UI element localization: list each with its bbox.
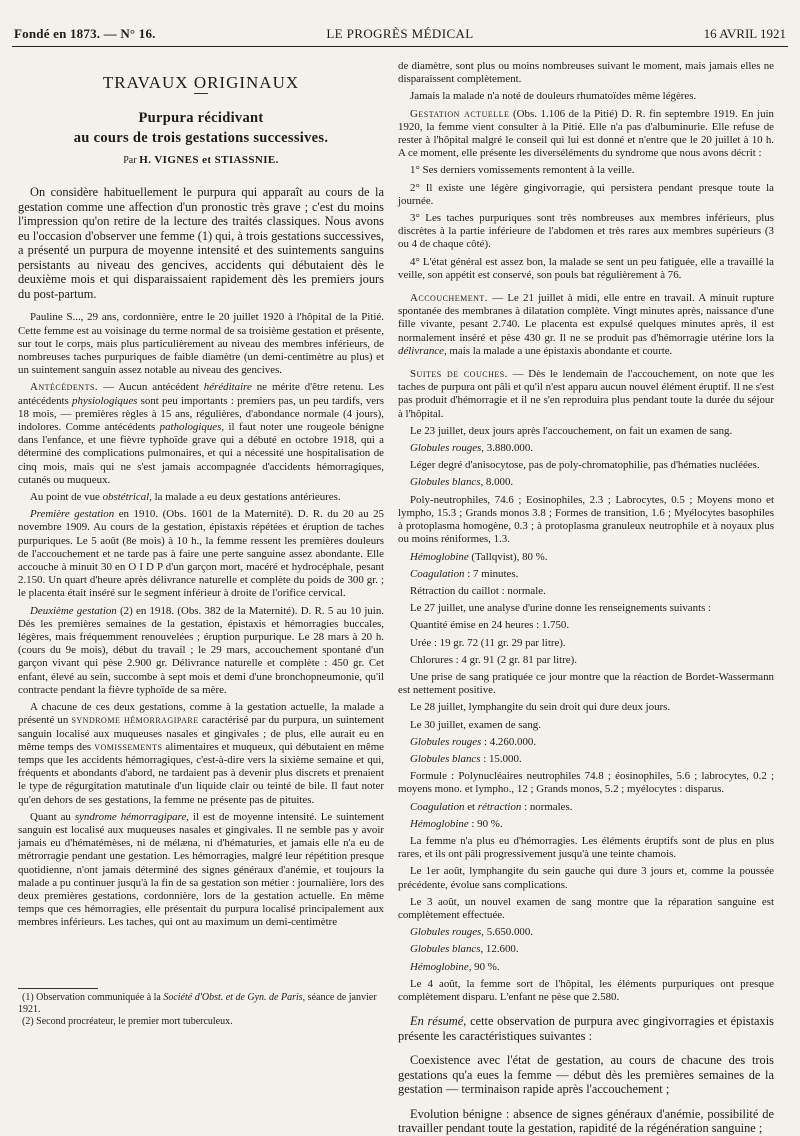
rheumatic-note: Jamais la malade n'a noté de douleurs rhumatoïdes même légères. bbox=[410, 90, 697, 103]
article-title bbox=[18, 108, 384, 148]
white-cells-3: Globules blancs, 12.600. bbox=[410, 943, 519, 956]
second-gestation: Deuxième gestation (2) en 1918. (Obs. 382 de la Maternité). D. R. 5 au 10 juin. Dès les premières semaines de la gestation, épistaxis et hémorragies buccales, légères, mais fréquemment renouvelées ; éruption purpurique. Le 28 mars à 20 h. (cours du 9e mois), début du travail ; le 29 mars, accouchement spontané d'un garçon vivant qui pèse 2.900 gr. Délivrance naturelle et complète : 450 gr. Cet enfant, élevé au sein, succombe à sept mois et demi d'une bronchopneumonie, qu'il contracte pendant la fièvre typhoïde de sa mère. bbox=[18, 604, 384, 696]
urine-quantity: Quantité émise en 24 heures : 1.750. bbox=[410, 619, 570, 632]
summary-point-2: Evolution bénigne : absence de signes généraux d'anémie, possibilité de travailler pendant toute la gestation, rapidité de la régénération sanguine ; bbox=[398, 1106, 774, 1136]
syndrome-paragraph: A chacune de ces deux gestations, comme à la gestation actuelle, la malade a présenté un syndrome hémorragipare caractérisé par du purpura, un suintement sanguin localisé aux muqueuses nasales et gingivales ; de plus, elle aurait eu en même temps des vomissements alimentaires et muqueux, qui débutaient en même temps que les accidents hémorragiques, c'est-à-dire vers la sixième semaine et qui, fréquents et abondants d'abord, ne tardaient pas à devenir plus discrets et prenaient le type de régurgitation matutinale d'un liquide clair ou teinté de bile. Il faut noter qu'en dehors de ses gestations, la femme ne présente pas de pituites. bbox=[18, 701, 385, 806]
footnote-2: (2) Second procréateur, le premier mort tuberculeux. bbox=[22, 1016, 233, 1027]
finding-3: 3° Les taches purpuriques sont très nombreuses aux membres inférieurs, plus discrètes à la partie inférieure de l'abdomen et très rares aux membres supérieurs (3 ou 4 de chaque côté). bbox=[398, 212, 774, 251]
postpartum-paragraph: Suites de couches. — Dès le lendemain de l'accouchement, on note que les taches de purpura ont pâli et qu'il n'est apparu aucun nouvel élément éruptif. Il ne s'est pas produit d'hémorragie et il ne s'en reproduira plus pendant toute la durée du séjour à l'hôpital. bbox=[398, 368, 774, 420]
urine-analysis: Le 27 juillet, une analyse d'urine donne les renseignements suivants : bbox=[410, 602, 712, 615]
issue-date: 16 AVRIL 1921 bbox=[703, 26, 786, 41]
footnote-1: (1) Observation communiquée à la Société d'Obst. et de Gyn. de Paris, séance de janvier 1921. bbox=[18, 992, 377, 1015]
patient-intro: Pauline S..., 29 ans, cordonnière, entre le 20 juillet 1920 à l'hôpital de la Pitié. Cette femme est au voisinage du terme normal de sa troisième gestation et présente, sur tout le corps, mais plus particulièrement au niveau des membres inférieurs, de nombreuses taches purpuriques de faible diamètre (un demi-centimètre au plus) et un suintement sanguin assez notable au niveau des gencives. bbox=[18, 311, 384, 377]
urine-chlorides: Chlorures : 4 gr. 91 (2 gr. 81 par litre). bbox=[410, 653, 577, 666]
red-cells-3: Globules rouges, 5.650.000. bbox=[410, 926, 534, 939]
hemoglobin-3: Hémoglobine, 90 %. bbox=[410, 960, 500, 973]
left-column bbox=[18, 60, 384, 1057]
finding-2: 2° Il existe une légère gingivorragie, qui persistera pendant presque toute la journée. bbox=[398, 181, 774, 207]
hemoglobin-2: Hémoglobine : 90 %. bbox=[410, 817, 503, 830]
obstetric-paragraph: Au point de vue obstétrical, la malade a eu deux gestations antérieures. bbox=[30, 491, 341, 504]
formula-1: Poly-neutrophiles, 74.6 ; Eosinophiles, 2.3 ; Labrocytes, 0.5 ; Moyens mono et lympho, 15.3 ; Grands monos 3.8 ; Formes de transition, 1.6 ; Myélocytes basophiles à protoplasma homogène, 0.3 ; à protoplasma granuleux neutrophile et à noyaux plus ou moins réniformes, 1.3. bbox=[398, 493, 774, 546]
lymphangitis-2: Le 1er août, lymphangite du sein gauche qui dure 3 jours et, comme la poussée précédente, évolue sans complications. bbox=[398, 865, 774, 891]
finding-4: 4° L'état général est assez bon, la malade se sent un peu fatiguée, elle a travaillé la veille, son appétit est conservé, son pouls bat régulièrement à 76. bbox=[398, 255, 774, 281]
first-gestation: Première gestation en 1910. (Obs. 1601 de la Maternité). D. R. du 20 au 25 novembre 1909. Au cours de la gestation, épistaxis répétées et éruption de taches purpuriques. Le 5 août (8e mois) à 10 h., la femme ressent les premières douleurs de l'accouchement et ne tarde pas à faire une perte sanguine assez abondante. Elle accouche à minuit 30 en O I D P d'un garçon mort, macéré et hydrocéphale, pesant 2.150. Un quart d'heure après délivrance naturelle et complète du poids de 300 gr. ; le placenta était inséré sur le segment inférieur à droite de l'orifice cervical. bbox=[18, 508, 384, 600]
wassermann: Une prise de sang pratiquée ce jour montre que la réaction de Bordet-Wassermann est nettement positive. bbox=[398, 670, 774, 697]
title-dash bbox=[194, 93, 208, 94]
blood-exam-1: Le 23 juillet, deux jours après l'accouchement, on fait un examen de sang. bbox=[410, 424, 733, 437]
coagulation-2: Coagulation et rétraction : normales. bbox=[410, 800, 573, 813]
white-cells-2: Globules blancs : 15.000. bbox=[410, 752, 522, 765]
blood-exam-3: Le 3 août, un nouvel examen de sang montre que la réparation sanguine est complètement effectuée. bbox=[398, 895, 774, 921]
summary-paragraph: En résumé, cette observation de purpura avec gingivorragies et épistaxis présente les caractéristiques suivantes : bbox=[398, 1014, 774, 1043]
red-cells-1: Globules rouges, 3.880.000. bbox=[410, 442, 534, 455]
anisocytosis-note: Léger degré d'anisocytose, pas de poly-chromatophilie, pas d'hématies nucléées. bbox=[410, 459, 760, 472]
footnote-rule bbox=[18, 988, 98, 989]
delivery-paragraph: Accouchement. — Le 21 juillet à midi, elle entre en travail. A minuit rupture spontanée des membranes à dilatation complète. Vingt minutes après, naissance d'une fille vivante, pesant 2.740. Le placenta est expulsé quelques minutes après, il est normalement inséré et pèse 430 gr. Il ne se produit pas d'hémorragie utérine lors la délivrance, mais la malade a une épistaxis abondante et courte. bbox=[398, 292, 774, 357]
continuation-paragraph: de diamètre, sont plus ou moins nombreuses suivant le moment, mais jamais elles ne disparaissent complètement. bbox=[398, 60, 774, 86]
lymphangitis-1: Le 28 juillet, lymphangite du sein droit qui dure deux jours. bbox=[410, 701, 671, 714]
article-title-line1: Purpura récidivant bbox=[138, 110, 264, 127]
current-gestation: Gestation actuelle (Obs. 1.106 de la Pitié) D. R. fin septembre 1919. En juin 1920, la femme vient consulter à la Pitié. Elle n'a pas d'albuminurie. Elle refuse de rester à l'hôpital malgré le conseil qui lui est donné et n'entre que le 20 juillet à 10 h. A ce moment, elle présente les diverséléments du syndrome que nous avons décrit : bbox=[398, 107, 774, 160]
no-more-hemorrhage: La femme n'a plus eu d'hémorragies. Les éléments éruptifs sont de plus en plus rares, et ils ont pâli progressivement jusqu'à une teinte chamois. bbox=[398, 834, 774, 861]
founded-issue: Fondé en 1873. — N° 16. bbox=[14, 26, 156, 41]
authors-names: H. VIGNES et STIASSNIE. bbox=[139, 154, 279, 167]
article-title-line2: au cours de trois gestations successives. bbox=[73, 130, 329, 147]
summary-point-1: Coexistence avec l'état de gestation, au cours de chacune des trois gestations qu'a eues la femme — début dès les premières semaines de la gestation — terminaison rapide après l'accouchement ; bbox=[398, 1053, 774, 1097]
page-header bbox=[14, 24, 786, 44]
hemorrhagic-paragraph: Quant au syndrome hémorragipare, il est de moyenne intensité. Le suintement sanguin est localisé aux muqueuses nasales et gingivales. Il ne semble pas y avoir jamais eu d'hématémèses, ni de mélæna, ni d'hématuries, et jamais elle n'a eu de métrorragie pendant une gestation. Les hémorragies, malgré leur répétition presque quotidienne, n'ont jamais déterminé des signes généraux d'anémie, et toujours la malade a pu continuer jusqu'à la fin de sa gestation son métier : journalière, lors des deux premières gestations, cordonnière, lors de la gestation actuelle. En même temps que ces hémorragies, elle présentait du purpura localisé principalement aux membres inférieurs. Les taches, qui ont au maximum un demi-centimètre bbox=[18, 810, 384, 929]
footnotes bbox=[18, 988, 384, 1028]
lead-paragraph: On considère habituellement le purpura qui apparaît au cours de la gestation comme une affection d'un pronostic très grave ; c'est du moins l'impression qu'on retire de la lecture des traités classiques. Nous avons eu l'occasion d'observer une femme (1) qui, à trois gestations successives, a présenté un purpura de moyenne intensité et des suintements sanguins persistants au niveau des gencives, accidents qui débutaient dès le deuxième mois et qui disparaissaient rapidement dès les premiers jours du post-partum. bbox=[18, 185, 384, 301]
blood-exam-2: Le 30 juillet, examen de sang. bbox=[410, 718, 541, 731]
section-title: TRAVAUX ORIGINAUX bbox=[102, 73, 300, 92]
white-cells-1: Globules blancs, 8.000. bbox=[410, 476, 514, 489]
formula-2: Formule : Polynucléaires neutrophiles 74.8 ; éosinophiles, 5.6 ; labrocytes, 0.2 ; moyens mono. et lympho., 12 ; Grands monos, 5.2 ; myélocytes : disparus. bbox=[398, 770, 774, 796]
right-column bbox=[398, 60, 774, 1136]
urine-urea: Urée : 19 gr. 72 (11 gr. 29 par litre). bbox=[410, 636, 566, 649]
journal-title: LE PROGRÈS MÉDICAL bbox=[326, 26, 474, 41]
hemoglobin-1: Hémoglobine (Tallqvist), 80 %. bbox=[410, 550, 548, 563]
discharge: Le 4 août, la femme sort de l'hôpital, les éléments purpuriques ont presque complètement disparu. L'enfant ne pèse que 2.580. bbox=[398, 977, 774, 1003]
authors-prefix: Par bbox=[123, 155, 137, 167]
header-rule bbox=[12, 46, 788, 47]
antecedents-paragraph: Antécédents. — Aucun antécédent héréditaire ne mérite d'être retenu. Les antécédents physiologiques sont peu importants : premiers pas, un peu tardifs, vers 18 mois, — premières règles à 15 ans, régulières, d'abondance normale (4 jours), indolores. Comme antécédents pathologiques, il faut noter une rougeole bénigne dans l'enfance, et une fièvre typhoïde grave qui a débuté en octobre 1918, qui a déterminé des complications pulmonaires, et qui a nécessité une hospitalisation de cinq mois, mais qui ne s'est jamais accompagnée d'accidents hémorragiques, cutanés ou muqueux. bbox=[18, 381, 384, 486]
finding-1: 1° Ses derniers vomissements remontent à la veille. bbox=[410, 164, 635, 177]
authors bbox=[18, 154, 384, 167]
red-cells-2: Globules rouges : 4.260.000. bbox=[410, 735, 537, 748]
coagulation-1: Coagulation : 7 minutes. bbox=[410, 567, 519, 580]
clot-retraction: Rétraction du caillot : normale. bbox=[410, 584, 546, 597]
